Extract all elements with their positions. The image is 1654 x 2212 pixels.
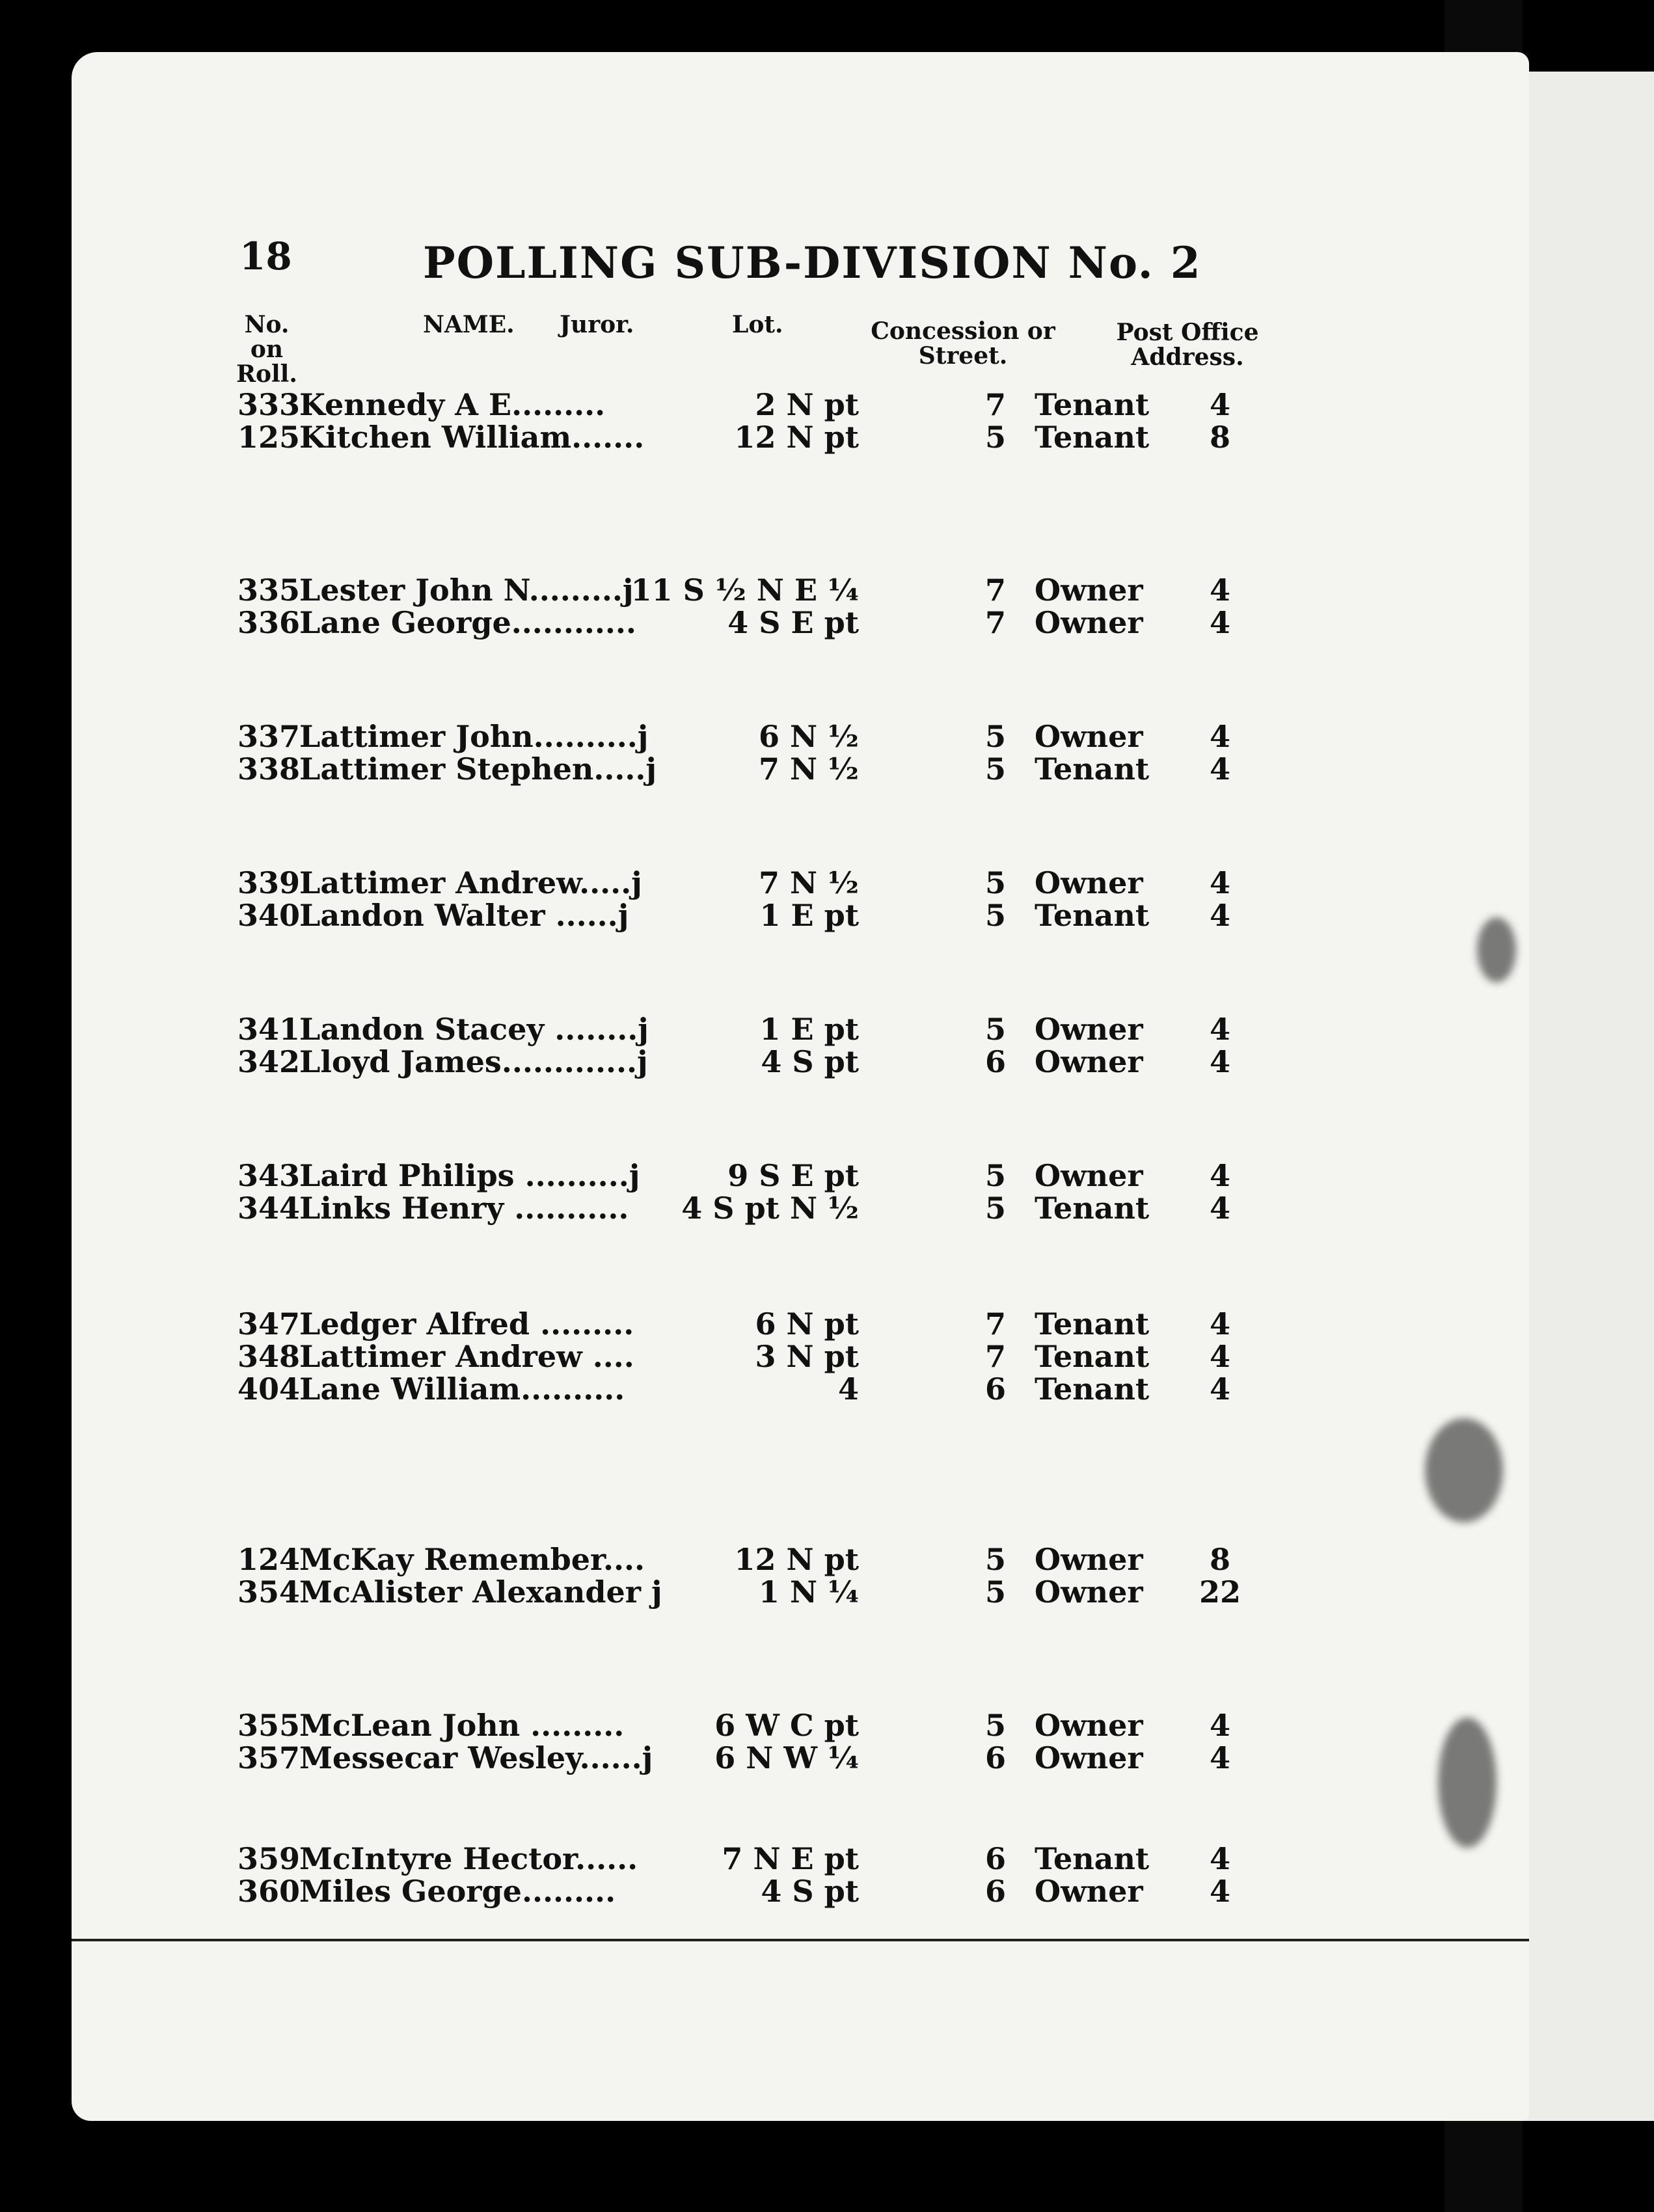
post-office-address: 8 xyxy=(1209,1542,1230,1577)
tenure-status: Tenant xyxy=(1035,1841,1150,1876)
list-item xyxy=(72,1740,1529,1777)
voter-name: Landon Stacey ........j xyxy=(299,1012,649,1047)
concession: 6 xyxy=(984,1740,1006,1775)
post-office-address: 22 xyxy=(1199,1574,1241,1610)
lot: 12 N pt xyxy=(734,420,859,455)
roll-number: 344 xyxy=(237,1191,301,1226)
tenure-status: Owner xyxy=(1035,1740,1143,1775)
tenure-status: Tenant xyxy=(1035,387,1150,422)
voter-name: Lattimer Stephen.....j xyxy=(299,751,657,787)
tenure-status: Owner xyxy=(1035,1542,1143,1577)
tenure-status: Owner xyxy=(1035,865,1143,900)
lot: 4 S E pt xyxy=(727,605,859,640)
roll-number: 354 xyxy=(237,1574,301,1610)
lot: 9 S E pt xyxy=(727,1158,859,1193)
post-office-address: 4 xyxy=(1209,1339,1230,1374)
tenure-status: Owner xyxy=(1035,1574,1143,1610)
roll-number: 360 xyxy=(237,1874,301,1909)
post-office-address: 4 xyxy=(1209,1012,1230,1047)
list-item xyxy=(72,1306,1529,1343)
concession: 5 xyxy=(984,1012,1006,1047)
document-page xyxy=(72,52,1529,2121)
roll-number: 333 xyxy=(237,387,301,422)
lot: 1 N ¼ xyxy=(758,1574,859,1610)
list-item xyxy=(72,865,1529,902)
tenure-status: Owner xyxy=(1035,573,1143,608)
list-item xyxy=(72,1874,1529,1910)
concession: 5 xyxy=(984,1191,1006,1226)
concession: 7 xyxy=(984,605,1006,640)
concession: 5 xyxy=(984,1158,1006,1193)
list-item xyxy=(72,573,1529,609)
concession: 5 xyxy=(984,865,1006,900)
roll-number: 340 xyxy=(237,898,301,933)
header-name: NAME. xyxy=(423,311,515,338)
voter-name: McKay Remember.... xyxy=(299,1542,645,1577)
list-item xyxy=(72,605,1529,641)
lot: 6 N W ¼ xyxy=(714,1740,859,1775)
post-office-address: 4 xyxy=(1209,1740,1230,1775)
list-item xyxy=(72,1542,1529,1578)
post-office-address: 4 xyxy=(1209,865,1230,900)
voter-name: Laird Philips ..........j xyxy=(299,1158,640,1193)
post-office-address: 4 xyxy=(1209,1874,1230,1909)
tenure-status: Owner xyxy=(1035,1158,1143,1193)
voter-name: Links Henry ........... xyxy=(299,1191,629,1226)
voter-name: Lane William.......... xyxy=(299,1371,625,1407)
header-post-office: Post Office Address. xyxy=(1116,319,1259,371)
concession: 7 xyxy=(984,1306,1006,1342)
post-office-address: 4 xyxy=(1209,719,1230,754)
post-office-address: 4 xyxy=(1209,1306,1230,1342)
header-roll: No. on Roll. xyxy=(236,311,297,388)
voter-name: Lester John N.........j xyxy=(299,573,634,608)
lot: 6 N ½ xyxy=(758,719,859,754)
roll-number: 347 xyxy=(237,1306,301,1342)
post-office-address: 4 xyxy=(1209,898,1230,933)
tenure-status: Owner xyxy=(1035,1874,1143,1909)
list-item xyxy=(72,1191,1529,1227)
lot: 4 S pt xyxy=(761,1874,859,1909)
lot: 12 N pt xyxy=(734,1542,859,1577)
voter-name: Lattimer Andrew.....j xyxy=(299,865,642,900)
lot: 7 N E pt xyxy=(722,1841,859,1876)
post-office-address: 8 xyxy=(1209,420,1230,455)
roll-number: 339 xyxy=(237,865,301,900)
post-office-address: 4 xyxy=(1209,387,1230,422)
page-title: POLLING SUB-DIVISION No. 2 xyxy=(423,237,1202,288)
roll-number: 125 xyxy=(237,420,301,455)
roll-number: 404 xyxy=(237,1371,301,1407)
tenure-status: Tenant xyxy=(1035,1191,1150,1226)
post-office-address: 4 xyxy=(1209,1708,1230,1743)
page-rule xyxy=(72,1939,1529,1941)
voter-name: McAlister Alexander j xyxy=(299,1574,662,1610)
voter-name: McLean John ......... xyxy=(299,1708,625,1743)
roll-number: 359 xyxy=(237,1841,301,1876)
lot: 3 N pt xyxy=(755,1339,859,1374)
list-item xyxy=(72,1158,1529,1194)
voter-name: Lattimer John..........j xyxy=(299,719,649,754)
post-office-address: 4 xyxy=(1209,1191,1230,1226)
voter-name: Lattimer Andrew .... xyxy=(299,1339,634,1374)
concession: 7 xyxy=(984,573,1006,608)
tenure-status: Tenant xyxy=(1035,420,1150,455)
tenure-status: Owner xyxy=(1035,719,1143,754)
page-number: 18 xyxy=(239,234,292,278)
post-office-address: 4 xyxy=(1209,1158,1230,1193)
roll-number: 336 xyxy=(237,605,301,640)
tenure-status: Owner xyxy=(1035,1044,1143,1079)
lot: 6 N pt xyxy=(755,1306,859,1342)
tenure-status: Tenant xyxy=(1035,751,1150,787)
ink-stain xyxy=(1425,1418,1503,1522)
roll-number: 357 xyxy=(237,1740,301,1775)
concession: 6 xyxy=(984,1044,1006,1079)
roll-number: 348 xyxy=(237,1339,301,1374)
list-item xyxy=(72,387,1529,424)
post-office-address: 4 xyxy=(1209,1044,1230,1079)
roll-number: 338 xyxy=(237,751,301,787)
lot: 4 xyxy=(837,1371,859,1407)
concession: 7 xyxy=(984,1339,1006,1374)
list-item xyxy=(72,898,1529,934)
tenure-status: Tenant xyxy=(1035,1339,1150,1374)
voter-name: Kitchen William....... xyxy=(299,420,645,455)
lot: 7 N ½ xyxy=(758,751,859,787)
concession: 5 xyxy=(984,1708,1006,1743)
list-item xyxy=(72,1841,1529,1878)
voter-name: McIntyre Hector...... xyxy=(299,1841,638,1876)
roll-number: 341 xyxy=(237,1012,301,1047)
list-item xyxy=(72,1708,1529,1744)
voter-name: Kennedy A E......... xyxy=(299,387,606,422)
post-office-address: 4 xyxy=(1209,751,1230,787)
post-office-address: 4 xyxy=(1209,573,1230,608)
roll-number: 342 xyxy=(237,1044,301,1079)
header-concession: Concession or Street. xyxy=(871,317,1055,370)
lot: 11 S ½ N E ¼ xyxy=(630,573,859,608)
lot: 2 N pt xyxy=(755,387,859,422)
list-item xyxy=(72,719,1529,755)
voter-name: Landon Walter ......j xyxy=(299,898,629,933)
voter-name: Messecar Wesley......j xyxy=(299,1740,653,1775)
roll-number: 124 xyxy=(237,1542,301,1577)
list-item xyxy=(72,1044,1529,1081)
concession: 5 xyxy=(984,751,1006,787)
post-office-address: 4 xyxy=(1209,1841,1230,1876)
list-item xyxy=(72,1574,1529,1611)
tenure-status: Owner xyxy=(1035,1012,1143,1047)
roll-number: 337 xyxy=(237,719,301,754)
list-item xyxy=(72,1012,1529,1048)
lot: 7 N ½ xyxy=(758,865,859,900)
voter-name: Lloyd James.............j xyxy=(299,1044,648,1079)
concession: 6 xyxy=(984,1841,1006,1876)
list-item xyxy=(72,420,1529,456)
header-juror: Juror. xyxy=(560,311,634,338)
list-item xyxy=(72,1371,1529,1408)
concession: 5 xyxy=(984,420,1006,455)
post-office-address: 4 xyxy=(1209,605,1230,640)
voter-name: Ledger Alfred ......... xyxy=(299,1306,634,1342)
list-item xyxy=(72,751,1529,788)
facing-page-edge xyxy=(1523,72,1654,2121)
concession: 5 xyxy=(984,898,1006,933)
roll-number: 355 xyxy=(237,1708,301,1743)
concession: 7 xyxy=(984,387,1006,422)
voter-name: Lane George............ xyxy=(299,605,636,640)
list-item xyxy=(72,1339,1529,1375)
lot: 6 W C pt xyxy=(714,1708,859,1743)
lot: 4 S pt N ½ xyxy=(681,1191,859,1226)
roll-number: 335 xyxy=(237,573,301,608)
tenure-status: Owner xyxy=(1035,1708,1143,1743)
lot: 1 E pt xyxy=(759,1012,859,1047)
tenure-status: Tenant xyxy=(1035,898,1150,933)
header-lot: Lot. xyxy=(732,311,783,338)
concession: 5 xyxy=(984,719,1006,754)
lot: 4 S pt xyxy=(761,1044,859,1079)
voter-name: Miles George......... xyxy=(299,1874,616,1909)
lot: 1 E pt xyxy=(759,898,859,933)
tenure-status: Owner xyxy=(1035,605,1143,640)
post-office-address: 4 xyxy=(1209,1371,1230,1407)
concession: 5 xyxy=(984,1574,1006,1610)
concession: 5 xyxy=(984,1542,1006,1577)
tenure-status: Tenant xyxy=(1035,1371,1150,1407)
concession: 6 xyxy=(984,1371,1006,1407)
concession: 6 xyxy=(984,1874,1006,1909)
roll-number: 343 xyxy=(237,1158,301,1193)
tenure-status: Tenant xyxy=(1035,1306,1150,1342)
